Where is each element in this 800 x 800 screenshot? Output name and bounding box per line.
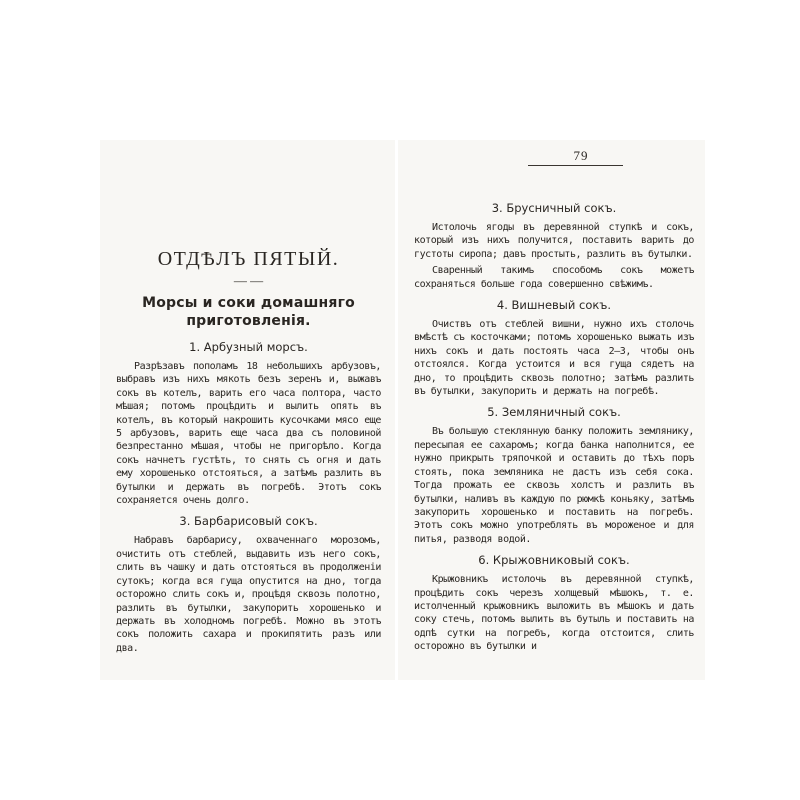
recipe-text-lingonberry-1: Истолочь ягоды въ деревянной ступкѣ и сокъ, который изъ нихъ получится, поставить варить до густоты сиропа; давъ простыть, разлить въ бутылки. bbox=[414, 222, 694, 260]
title-dash: — — bbox=[233, 273, 264, 288]
book-spread bbox=[100, 140, 705, 680]
recipe-text-watermelon: Разрѣзавъ пополамъ 18 небольшихъ арбузовъ, выбравъ изъ нихъ мякоть безъ зеренъ и, выжавъ сокъ въ котелъ, варить его часа полтора, часто мѣшая; потомъ процѣдить и вылить опять въ котелъ, въ который накрошить кусочками мясо еще 5 арбузовъ, варить еще часа два съ половиной безпрестанно мѣшая, чтобы не пригорѣло. Когда сокъ начнетъ густѣть, то снять съ огня и дать ему хорошенько отстояться, а затѣмъ разлить въ бутылки и держать въ погребѣ. Этотъ сокъ сохраняется очень долго. bbox=[116, 361, 381, 507]
right-page-text bbox=[414, 140, 694, 657]
recipe-heading-strawberry: 5. Земляничный сокъ. bbox=[487, 405, 621, 420]
recipe-text-lingonberry-2: Сваренный такимъ способомъ сокъ можетъ сохраняться больше года совершенно свѣжимъ. bbox=[414, 265, 694, 290]
right-page bbox=[398, 140, 705, 680]
section-title: ОТДѢЛЪ ПЯТЫЙ. bbox=[157, 248, 340, 270]
recipe-text-cherry: Очиствъ отъ стеблей вишни, нужно ихъ столочь вмѣстѣ съ косточками; потомъ хорошенько выжать изъ нихъ сокъ и дать постоять часа 2—3, чтобы онъ отстоялся. Когда устоится и вся гуща сядетъ на дно, то процѣдить сквозь полотно; затѣмъ разлить въ бутылки, закупорить и держать на погребѣ. bbox=[414, 319, 694, 398]
recipe-text-gooseberry: Крыжовникъ истолочь въ деревянной ступкѣ, процѣдить сокъ черезъ холщевый мѣшокъ, т. е. истолченный крыжовникъ выложить въ мѣшокъ и дать соку стечь, потомъ вылить въ бутыль и поставить на одпѣ сутки на погребъ, когда отстоится, слить осторожно въ бутылки и bbox=[414, 574, 694, 653]
page-number: 79 bbox=[573, 148, 589, 163]
section-subtitle: Морсы и соки домашняго приготовленія. bbox=[142, 295, 355, 329]
recipe-heading-lingonberry: 3. Брусничный сокъ. bbox=[491, 201, 617, 215]
recipe-heading-gooseberry: 6. Крыжовниковый сокъ. bbox=[478, 553, 630, 568]
recipe-heading-barberry: 3. Барбарисовый сокъ. bbox=[179, 514, 318, 529]
recipe-text-strawberry: Въ большую стеклянную банку положить землянику, пересыпая ее сахаромъ; когда банка наполнится, ее нужно прикрыть тряпочкой и оставить до тѣхъ поръ стоять, пока земляника не дастъ изъ себя сока. Тогда прожать ее сквозь холстъ и разлить въ бутылки, наливъ въ каждую по рюмкѣ коньяку, затѣмъ закупорить хорошенько и поставить на погребъ. Этотъ сокъ можно употреблять въ мороженое и для питья, разводя водой. bbox=[414, 426, 694, 545]
recipe-text-barberry: Набравъ барбарису, охваченнаго морозомъ, очистить отъ стеблей, выдавить изъ него сокъ, слить въ чашку и дать отстояться въ продолженіи сутокъ; когда вся гуща опустится на дно, тогда осторожно слить сокъ и, процѣдя сквозь полотно, разлить въ бутылки, закупорить хорошенько и держать въ холодномъ погребѣ. Можно въ этотъ сокъ положить сахара и прокипятить разъ или два. bbox=[116, 535, 381, 654]
recipe-heading-cherry: 4. Вишневый сокъ. bbox=[496, 298, 612, 313]
left-page bbox=[100, 140, 395, 680]
left-page-text bbox=[116, 140, 381, 658]
recipe-heading-watermelon: 1. Арбузный морсъ. bbox=[189, 340, 308, 354]
